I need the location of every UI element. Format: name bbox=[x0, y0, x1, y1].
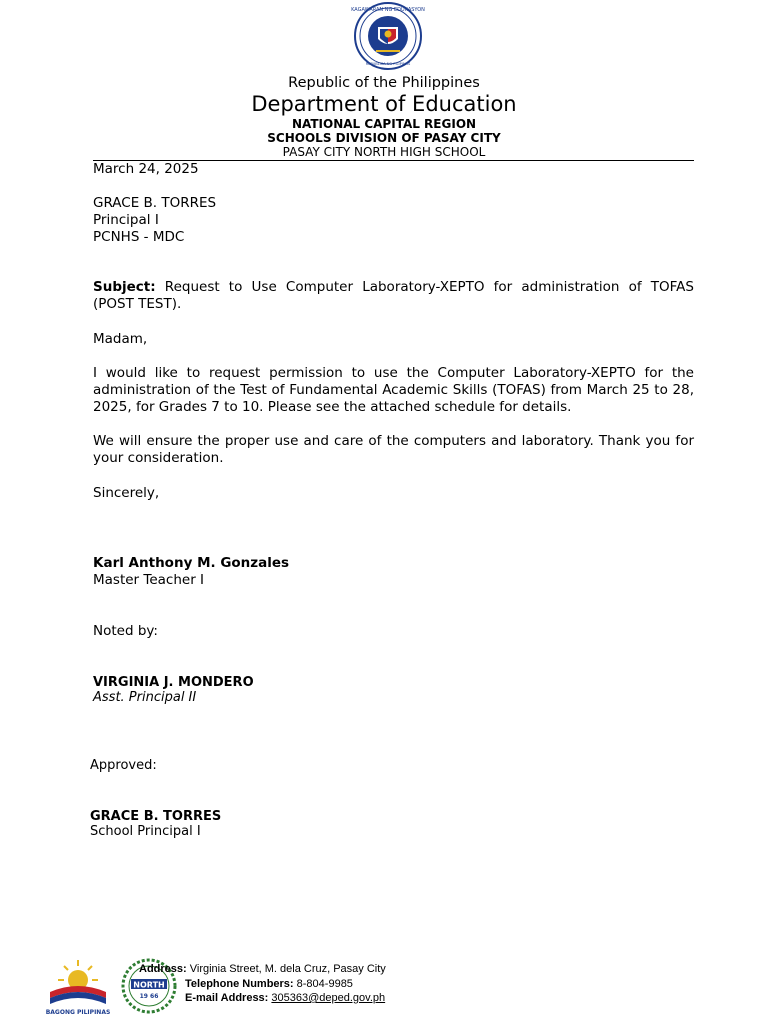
division-line: SCHOOLS DIVISION OF PASAY CITY bbox=[267, 131, 501, 145]
letter-date: March 24, 2025 bbox=[93, 161, 199, 177]
body-paragraph-2: We will ensure the proper use and care of the computers and laboratory. Thank you for your consideration. bbox=[93, 433, 694, 466]
approver-name: GRACE B. TORRES bbox=[90, 809, 222, 824]
approver-position: School Principal I bbox=[90, 824, 201, 839]
telephone-value: 8-804-9985 bbox=[296, 977, 353, 990]
approved-label: Approved: bbox=[90, 758, 157, 773]
approver-block bbox=[90, 809, 221, 839]
department-title: Department of Education bbox=[251, 92, 517, 116]
recipient-name: GRACE B. TORRES bbox=[93, 195, 217, 211]
closing: Sincerely, bbox=[93, 485, 160, 501]
republic-line: Republic of the Philippines bbox=[288, 75, 480, 91]
bagong-pilipinas-logo bbox=[44, 958, 112, 1018]
signatory-block bbox=[93, 555, 289, 589]
subject-label: Subject: bbox=[93, 279, 156, 295]
recipient-position: Principal I bbox=[93, 212, 159, 228]
north-logo-text: NORTH bbox=[133, 980, 165, 990]
telephone-label: Telephone Numbers: bbox=[185, 977, 294, 990]
address-value: Virginia Street, M. dela Cruz, Pasay City bbox=[189, 963, 386, 975]
footer-telephone bbox=[139, 977, 386, 992]
footer-email bbox=[139, 991, 386, 1006]
seal-bottom-text: REPUBLIKA NG PILIPINAS bbox=[365, 62, 411, 66]
seal-top-text: KAGAWARAN NG EDUKASYON bbox=[351, 7, 425, 13]
footer-address bbox=[139, 962, 386, 977]
noted-label: Noted by: bbox=[93, 623, 158, 639]
salutation: Madam, bbox=[93, 331, 148, 347]
bagong-pilipinas-text: BAGONG PILIPINAS bbox=[45, 1009, 111, 1016]
region-line: NATIONAL CAPITAL REGION bbox=[291, 117, 477, 131]
footer-contact bbox=[139, 962, 386, 1006]
recipient-office: PCNHS - MDC bbox=[93, 229, 185, 245]
body-paragraph-1: I would like to request permission to use the Computer Laboratory-XEPTO for the administration of the Test of Fundamental Academic Skills (TOFAS) from March 25 to 28, 2025, for Grades 7 to 10. Please see the attached schedule for details. bbox=[93, 365, 694, 415]
subject-text: Request to Use Computer Laboratory-XEPTO for administration of TOFAS (POST TEST). bbox=[93, 279, 694, 312]
email-link[interactable]: 305363@deped.gov.ph bbox=[271, 992, 386, 1004]
school-line: PASAY CITY NORTH HIGH SCHOOL bbox=[282, 145, 486, 159]
north-logo-year: 19 66 bbox=[139, 993, 159, 1000]
noted-block bbox=[93, 675, 254, 705]
deped-seal bbox=[346, 1, 430, 71]
noted-position: Asst. Principal II bbox=[93, 690, 197, 705]
address-label: Address: bbox=[139, 963, 187, 975]
subject-line bbox=[93, 279, 694, 313]
signatory-name: Karl Anthony M. Gonzales bbox=[93, 555, 290, 571]
email-label: E-mail Address: bbox=[185, 992, 269, 1004]
recipient-block bbox=[93, 195, 216, 246]
noted-name: VIRGINIA J. MONDERO bbox=[93, 675, 254, 690]
signatory-position: Master Teacher I bbox=[93, 572, 205, 588]
